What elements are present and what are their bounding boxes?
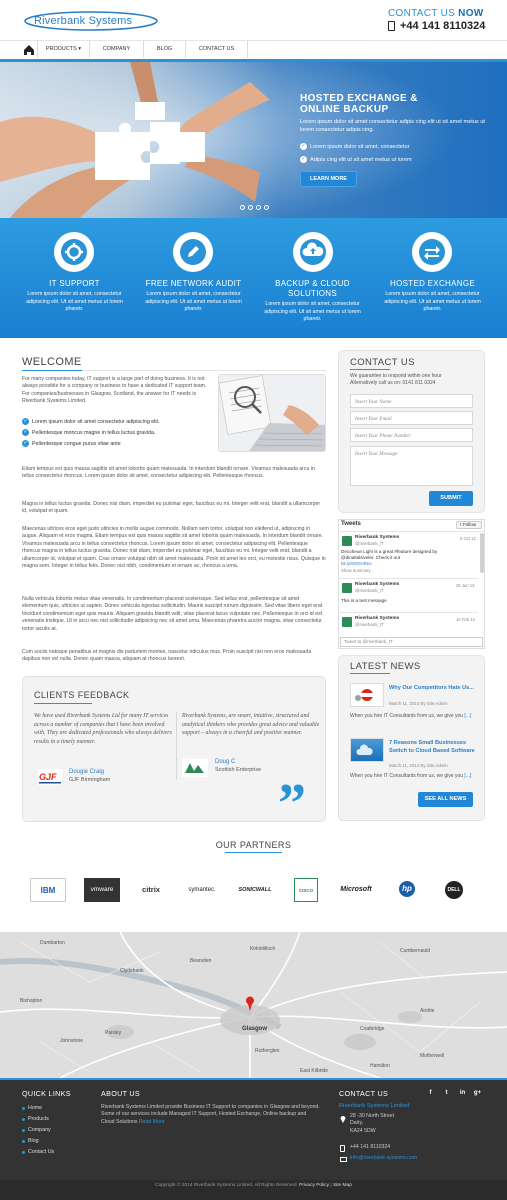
bullet-icon [22, 1129, 25, 1132]
partner-logo-vmware[interactable]: vmware [84, 878, 120, 902]
partner-logo-citrix[interactable]: citrix [142, 885, 160, 894]
tweet-date[interactable]: 10 Feb 12 [456, 617, 475, 622]
svg-text:Bearsden: Bearsden [190, 958, 212, 964]
gear-icon [56, 234, 92, 270]
client-name[interactable]: Doug C [215, 759, 236, 765]
quote-mark-icon: ” [278, 773, 306, 835]
partner-logo-dell[interactable]: DELL [430, 878, 478, 902]
partner-logo-symantec[interactable]: symantec. [188, 887, 216, 893]
svg-text:GJF: GJF [39, 772, 57, 782]
slider-dot-active[interactable] [256, 205, 261, 210]
facebook-icon[interactable]: f [429, 1090, 432, 1096]
service-it-support-badge[interactable] [54, 232, 94, 272]
divider [338, 612, 478, 613]
welcome-paragraph: Magna in tellus luctus gravida. Donec nisi diam, imperdiet eu pulvinar eget, faucibus eu mi. Integer velit erat, blandit a ullamcorper id, volutpat et quam. [22, 501, 321, 515]
about-text: Riverbank Systems Limited provide Business IT Support to companies in Glasgow and beyond. Some of our services include Managed IT Support, Hosted Exchange, Online backup and Cloud Solutions Read More [101, 1104, 320, 1125]
welcome-paragraph: Maecenas ultrices eros eget justo ultricies in mollis augue commodo. Nullam sem tortor, volutpat non eleifend ut, adipiscing in augue. Aliquam et eros magna. Etiam tempus est quis massa sagittis sit amet lobortis quam malesuada. In interdum blandit ornare. Vivamus malesuada arcu in tellus consectetur rhoncus. Lorem ipsum dolor sit amet, consectetur adipiscing elit. Pellentesque rhoncus magna in tellus luctus gravida. Donec nisi diam, imperdiet eu pulvinar eget, faucibus eu mi. Integer velit erat, blandit a ullamcorper id, volutpat et quam. Cras ornare volutpat nibh sit amet malesuada. Proin sit amet leo orci, eu molestie risus. Quisque in magna sem. Integer in tellus felis. Donec nisl nibh, condimentum et ornare ac, rhoncus a urna. [22, 526, 326, 570]
service-desc: Lorem ipsum dolor sit amet, consectetur adipiscing elit. Ut sit amet metus ut lorem pharetr. [384, 291, 481, 312]
see-all-news-button[interactable]: SEE ALL NEWS [418, 792, 473, 807]
service-desc: Lorem ipsum dolor sit amet, consectetur adipiscing elit. Ut sit amet metus ut lorem pharetr. [264, 301, 361, 322]
twitter-icon[interactable]: t [445, 1090, 448, 1096]
hero-title: HOSTED EXCHANGE & ONLINE BACKUP [300, 93, 418, 115]
phone-icon [388, 21, 395, 31]
avatar[interactable] [342, 617, 352, 627]
read-more-link[interactable]: Read More [138, 1118, 165, 1125]
email-field[interactable]: Insert Your Email [350, 411, 473, 425]
welcome-intro: For many companies today, IT support is a large part of doing business. It is not always possible for a company or business to have a dedicated IT support team. For companies/businesses in Glasgow, Scotland, the answer for IT needs is Riverbank Systems Limited. [22, 376, 207, 405]
news-more-link[interactable]: [...] [464, 713, 472, 719]
hero-check-item: ✓ Adipis cing elit ut sit amet metus ut lorem [301, 156, 412, 163]
svg-text:Glasgow: Glasgow [242, 1026, 268, 1032]
logo-text: Riverbank Systems [34, 15, 133, 27]
about-heading: ABOUT US [101, 1089, 141, 1098]
svg-text:Hamilton: Hamilton [370, 1063, 390, 1069]
client-company: Scottish Enterprise [215, 767, 262, 773]
hero-image-puzzle-hands [0, 62, 507, 218]
tweet-author[interactable]: Riverbank Systems [355, 535, 400, 540]
bullet-icon [22, 1107, 25, 1110]
svg-text:Rutherglen: Rutherglen [255, 1048, 280, 1054]
name-field[interactable]: Insert Your Name [350, 394, 473, 408]
slider-dot[interactable] [264, 205, 269, 210]
site-map-link[interactable]: Site Map [332, 1183, 352, 1188]
gjf-logo [38, 769, 62, 785]
nav-item-contact-us[interactable]: CONTACT US [186, 41, 248, 58]
welcome-check-item: ✓ Lorem ipsum dolor sit amet consectetur adipiscing elit. [23, 418, 160, 425]
tweet-text: This is a test message [341, 598, 387, 603]
divider [176, 712, 177, 780]
heading-accent [22, 370, 82, 371]
slider-dot[interactable] [248, 205, 253, 210]
news-more-link[interactable]: [...] [464, 773, 472, 779]
partner-logo-microsoft[interactable]: Microsoft [340, 886, 372, 893]
footer-link-products[interactable]: Products [28, 1116, 49, 1122]
partner-logo-hp[interactable]: hp [392, 878, 422, 902]
hero-description: Lorem ipsum dolor sit amet consectetur adipis cing elit ut sit amet metus ut lorem consectetur adipis cing. [300, 119, 485, 133]
tweet-handle[interactable]: @riverbank_IT [355, 588, 384, 593]
bullet-icon [22, 1151, 25, 1154]
svg-text:Johnstone: Johnstone [60, 1038, 84, 1044]
tweet-author[interactable]: Riverbank Systems [355, 582, 400, 587]
client-company: GJF Birmingham [69, 777, 111, 783]
phone-field[interactable]: Insert Your Phone Number [350, 428, 473, 442]
divider [338, 578, 478, 579]
home-icon[interactable] [20, 41, 38, 58]
phone-icon [340, 1145, 345, 1152]
check-icon: ✓ [301, 143, 306, 149]
tweets-heading: Tweets [341, 521, 361, 527]
bullet-icon [22, 1118, 25, 1121]
news-thumbnail[interactable] [350, 738, 384, 762]
submit-button[interactable]: SUBMIT [429, 491, 473, 506]
service-title[interactable]: HOSTED EXCHANGE [390, 279, 475, 288]
copyright-text: Copyright © 2014 Riverbank Systems Limited. All Rights Reserved. Privacy Policy | Site Map [155, 1183, 352, 1188]
location-map[interactable] [0, 932, 507, 1078]
news-excerpt: When you hire IT Consultants from us, we give you [...] [350, 713, 472, 719]
service-title[interactable]: BACKUP & CLOUD SOLUTIONS [275, 279, 350, 298]
slider-dot[interactable] [240, 205, 245, 210]
svg-text:Coatbridge: Coatbridge [360, 1026, 385, 1032]
linkedin-icon[interactable]: in [459, 1090, 466, 1096]
tweets-scrollbar[interactable] [480, 533, 484, 573]
exchange-arrows-icon [414, 234, 450, 270]
tweet-handle[interactable]: @riverbank_IT [355, 622, 384, 627]
hero-slider [0, 62, 507, 218]
footer-link-company[interactable]: Company [28, 1127, 51, 1133]
feedback-heading: CLIENTS FEEDBACK [34, 690, 130, 700]
testimonial-quote: Riverbank Systems, are smart, intuitive, structured and analytical thinkers who provides great advice and valuable support – always in a cheerful and positive manner. [182, 713, 320, 737]
partner-logo-cisco[interactable]: CISCO [294, 878, 318, 902]
heading-accent [350, 673, 390, 674]
tweet-handle[interactable]: @riverbank_IT [355, 541, 384, 546]
email-icon [340, 1157, 347, 1162]
tweet-text: Decoheue Lighi is a great #feature designed by @dinaltalsiveler. Check it out [341, 549, 438, 560]
svg-text:Cumbernauld: Cumbernauld [400, 948, 431, 954]
map-pin-icon [340, 1115, 346, 1123]
footer-company-name: Riverbank Systems Limited [339, 1103, 410, 1109]
svg-text:Dumbarton: Dumbarton [40, 940, 65, 946]
message-field[interactable]: Insert Your Message [350, 446, 473, 486]
quick-links-heading: QUICK LINKS [22, 1089, 71, 1098]
welcome-check-item: ✓ Pellentesque moncus magne in tellus luctus gravida. [23, 429, 156, 436]
service-title[interactable]: FREE NETWORK AUDIT [145, 279, 242, 288]
news-date: March 11, 2014 By Site Admin [389, 763, 448, 768]
partner-logo-ibm[interactable]: IBM [30, 878, 66, 902]
heading-accent [350, 369, 390, 370]
tweet-show-summary[interactable]: Show Summary [341, 568, 371, 573]
service-desc: Lorem ipsum dolor sit amet, consectetur adipiscing elit. Ut sit amet metus ut lorem pharetr. [145, 291, 242, 312]
footer-phone[interactable]: +44 141 8110324 [350, 1144, 391, 1150]
hero-check-item: ✓ Lorem ipsum dolor sit amet, consectetur [301, 143, 410, 150]
news-excerpt: When you hire IT Consultants from us, we give you [...] [350, 773, 472, 779]
check-icon: ✓ [23, 418, 28, 424]
svg-text:Airdrie: Airdrie [420, 1008, 435, 1014]
footer-link-contact-us[interactable]: Contact Us [28, 1149, 55, 1155]
header-phone[interactable]: +44 141 8110324 [400, 20, 486, 32]
nav-item-products[interactable]: PRODUCTS ▾ [38, 41, 90, 58]
avatar[interactable] [342, 536, 352, 546]
check-icon: ✓ [23, 440, 28, 446]
heading-accent [34, 703, 92, 704]
footer-accent-bar [0, 1078, 507, 1080]
service-backup-cloud-badge[interactable] [293, 232, 333, 272]
partners-heading: OUR PARTNERS [215, 840, 292, 850]
svg-text:East Kilbride: East Kilbride [300, 1068, 329, 1074]
learn-more-button[interactable]: LEARN MORE [300, 171, 357, 187]
news-heading: LATEST NEWS [350, 661, 421, 672]
welcome-image-laptop-newspaper [218, 374, 326, 452]
news-title-link[interactable]: Why Our Competitors Hate Us... [389, 685, 474, 691]
footer-address: 28 -30 North Street Dalry, KA24 5DW [350, 1113, 395, 1134]
scottish-enterprise-logo [182, 759, 208, 777]
partner-logo-sonicwall[interactable]: SONICWALL [238, 887, 272, 893]
testimonial-quote: We have used Riverbank Systems Ltd for many IT services across a number of companies that I have been involved with. They are dedicated professionals who always delivers results in a timely manner. [34, 713, 172, 745]
contact-subtitle: We guarantee to respond within one hour Alternatively call us on: 0141 811 0324 [350, 373, 442, 387]
svg-text:Motherwell: Motherwell [420, 1053, 445, 1059]
nav-item-blog[interactable]: BLOG [144, 41, 186, 58]
news-thumbnail[interactable] [350, 683, 384, 707]
nav-item-company[interactable]: COMPANY [90, 41, 144, 58]
tweet-date[interactable]: 25 Jun 12 [456, 583, 475, 588]
tweet-compose-input[interactable]: Tweet to @riverbank_IT [340, 637, 483, 647]
footer-contact-heading: CONTACT US [339, 1089, 389, 1098]
welcome-paragraph: Nulla vehicula lobortis metus vitae venenatis. In condimentum placerat scelerisque. Sed tellus erat, pellentesque sit amet elementum quis, ultricies ut sapien. Donec vehicula egestas sollicitudin. Mauris suscipit rutrum dignissim. Sed vitae libero eget erat tincidunt condimentum eget quis mauris. Aliquam gravida blandit velit, vitae placerat lacus vulputate nec. Pellentesque in orci id est venenatis tristique. Ut in arcu nec nisl sollicitudin adipiscing nec sit amet urna. Maecenas pharetra auctor magna, vitae consectetur tortor iaculis at. [22, 596, 323, 632]
news-date: March 11, 2014 By Site Admin [389, 701, 448, 706]
heading-accent [225, 852, 282, 853]
client-name[interactable]: Dougie Craig [69, 769, 105, 775]
svg-text:Paisley: Paisley [105, 1030, 122, 1036]
avatar[interactable] [342, 583, 352, 593]
welcome-paragraph: Cum sociis natoque penatibus et magnis dis parturient montes, nascetur ridiculus mus. Proin suscipit nisi non eros malesuada dapibus non vel nulla. Donec quam massa, aliquam at rhoncus laoreet. [22, 649, 312, 663]
twitter-bird-icon: t [460, 522, 462, 527]
tweet-date[interactable]: 5 Oct 12 [460, 536, 476, 541]
footer-link-blog[interactable]: Blog [28, 1138, 39, 1144]
service-network-audit-badge[interactable] [173, 232, 213, 272]
welcome-check-item: ✓ Pellentesque congue purus vitae ante [23, 440, 121, 447]
svg-text:Bishopton: Bishopton [20, 998, 43, 1004]
tweet-author[interactable]: Riverbank Systems [355, 616, 400, 621]
welcome-paragraph: Etiam tempus est quis massa sagittis sit amet lobortis quam malesuada. In interdum blandit ornare. Vivamus malesuada arcu in tellus consectetur rhoncus. Lorem ipsum dolor sit amet, consectetur adipiscing elit. Pellentesque rhoncus. [22, 466, 315, 480]
twitter-follow-button[interactable]: t Follow [456, 521, 482, 529]
svg-text:Clydebank: Clydebank [120, 968, 144, 974]
check-icon: ✓ [23, 429, 28, 435]
cloud-upload-icon [295, 234, 331, 270]
svg-text:Kirkintilloch: Kirkintilloch [250, 946, 276, 952]
tweet-link[interactable]: bit.ly/9OGHReo [341, 561, 372, 566]
service-desc: Lorem ipsum dolor sit amet, consectetur adipiscing elit. Ut sit amet metus ut lorem pharetr. [26, 291, 123, 312]
contact-heading: CONTACT US [350, 357, 415, 368]
google-plus-icon[interactable]: g+ [473, 1090, 482, 1096]
divider [338, 531, 485, 532]
check-icon: ✓ [301, 156, 306, 162]
privacy-policy-link[interactable]: Privacy Policy [299, 1183, 330, 1188]
service-hosted-exchange-badge[interactable] [412, 232, 452, 272]
contact-now-label: CONTACT US NOW [388, 8, 484, 19]
welcome-heading: WELCOME [22, 356, 82, 368]
footer-link-home[interactable]: Home [28, 1105, 43, 1111]
service-title[interactable]: IT SUPPORT [49, 279, 100, 288]
pencil-icon [175, 234, 211, 270]
bullet-icon [22, 1140, 25, 1143]
footer-email[interactable]: info@riverbank-systems.com [350, 1155, 417, 1161]
news-title-link[interactable]: 7 Reasons Small Businesses Switch to Cloud Based Software [389, 740, 475, 754]
